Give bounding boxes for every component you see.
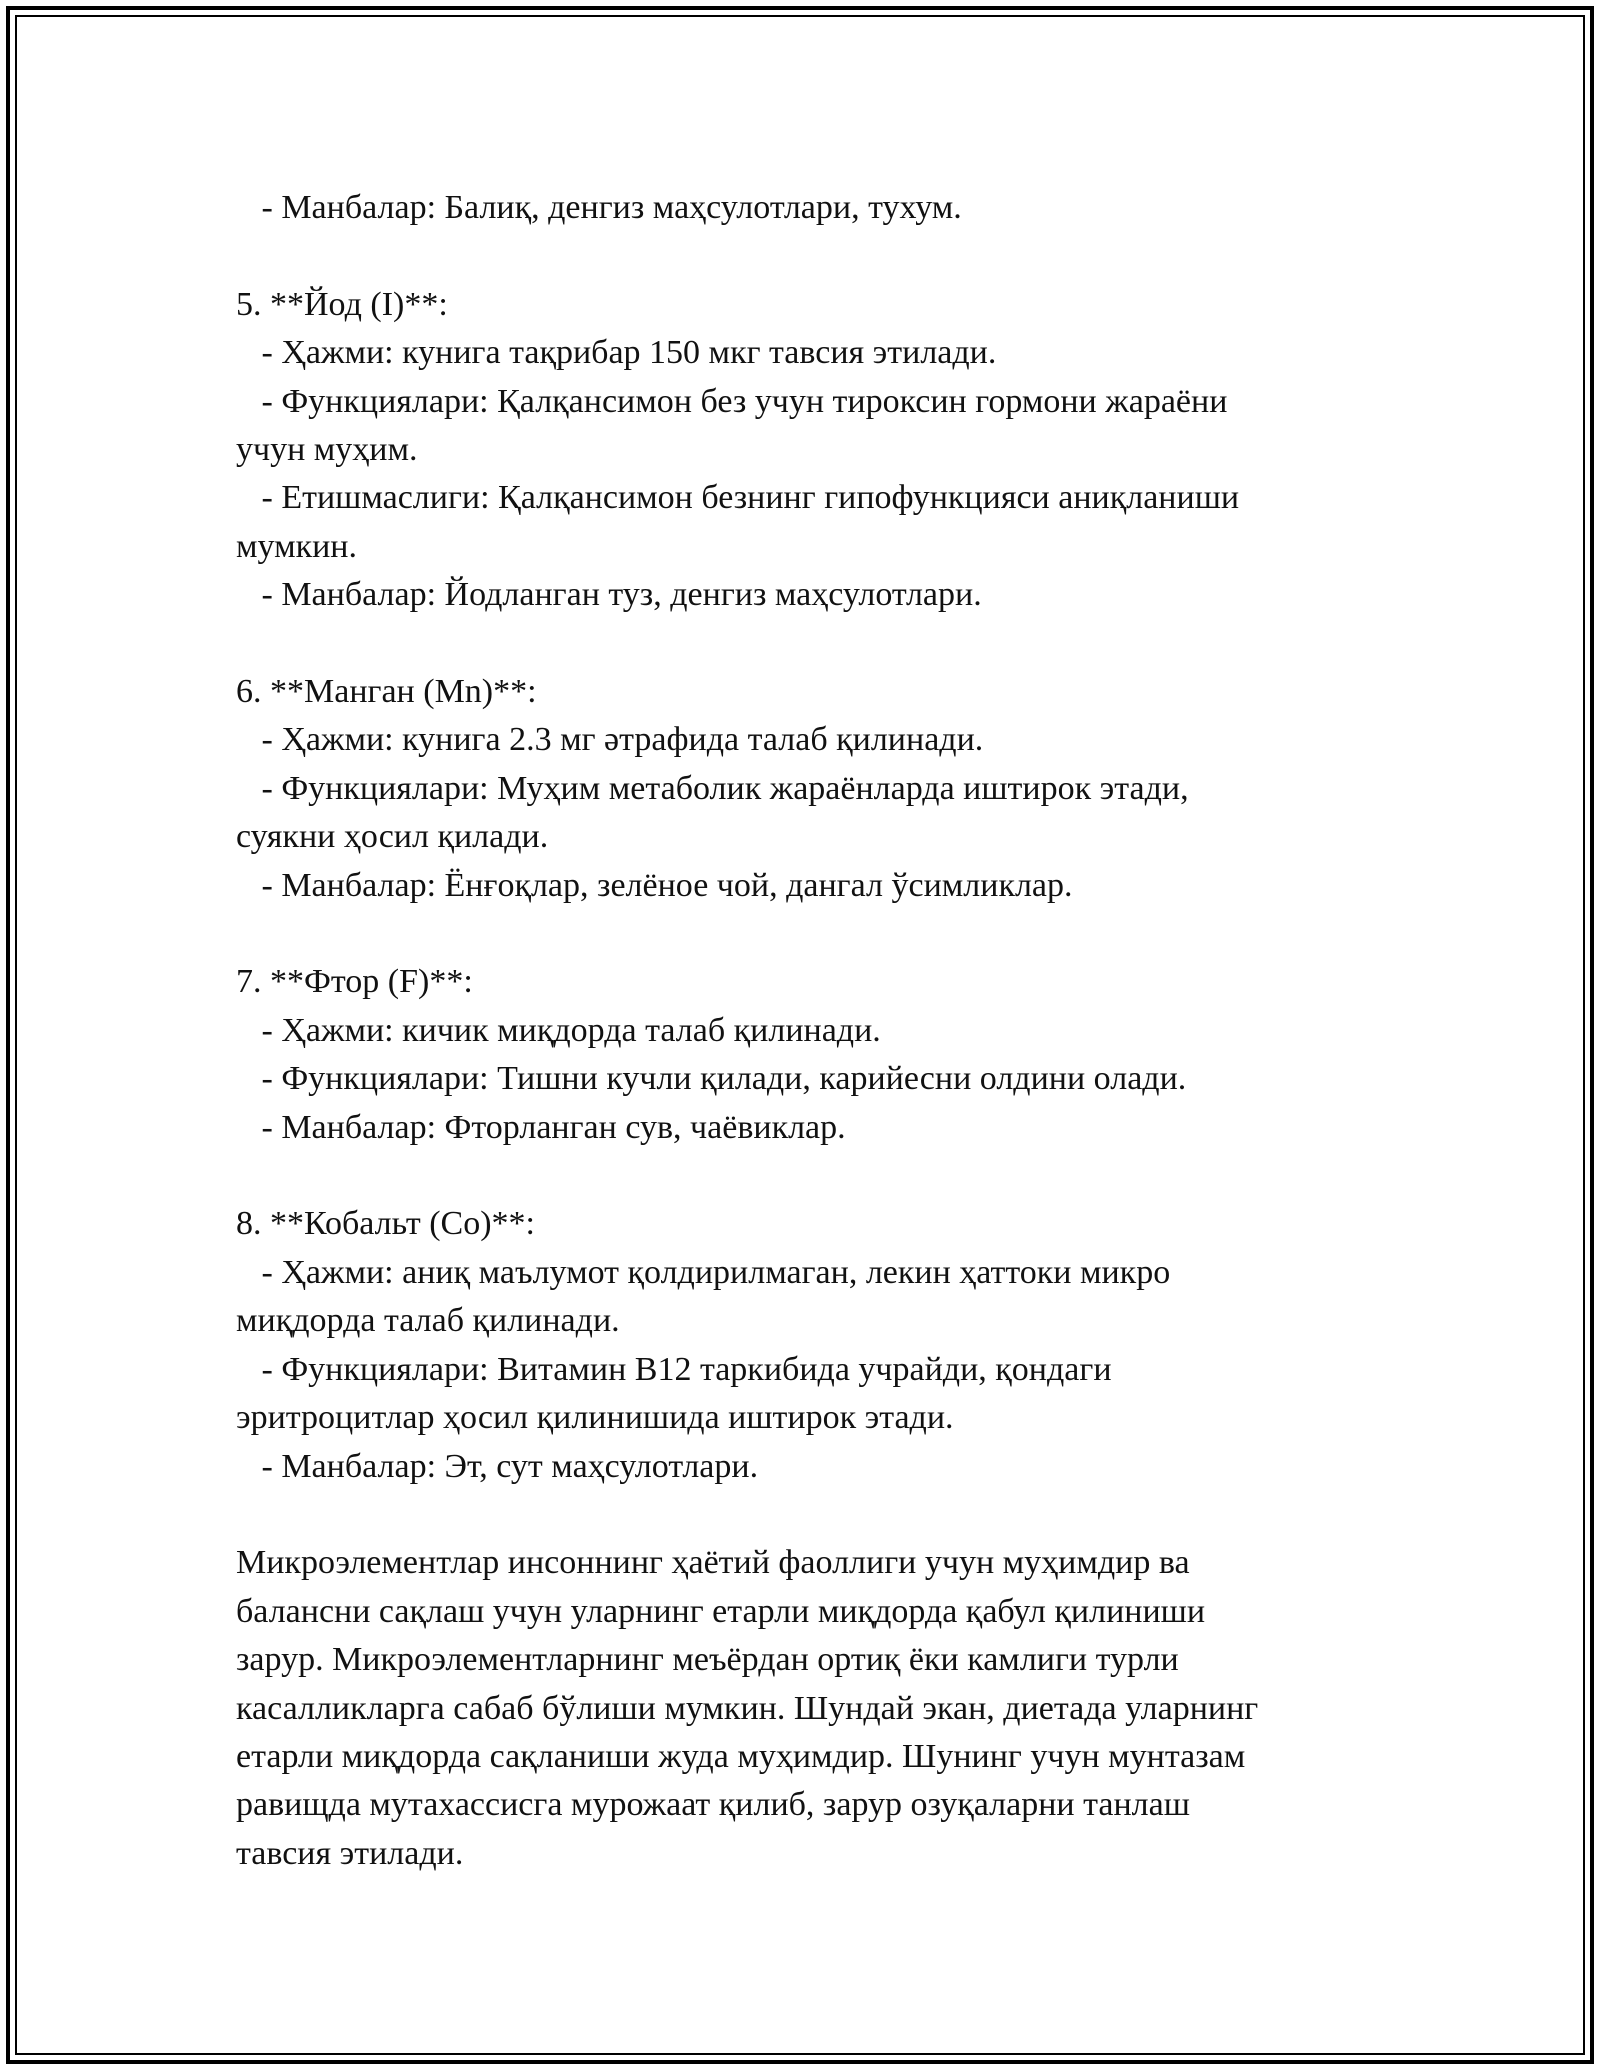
- section-cobalt: [236, 1200, 1356, 1490]
- document-body: [236, 184, 1356, 1878]
- conclusion-paragraph: [236, 1539, 1356, 1878]
- paragraph-gap: [236, 910, 1356, 958]
- text-line: - Функциялари: Муҳим метаболик жараёнларда иштирок этади,: [236, 769, 1189, 807]
- text-line: - Етишмаслиги: Қалқансимон безнинг гипофункцияси аниқланиши: [236, 479, 1240, 517]
- section-manganese: [236, 668, 1356, 910]
- paragraph-gap: [236, 232, 1356, 280]
- text-line: миқдорда талаб қилинади.: [236, 1302, 620, 1340]
- text-line: - Манбалар: Фторланган сув, чаёвиклар.: [236, 1108, 846, 1146]
- text-line: Микроэлементлар инсоннинг ҳаётий фаоллиги учун муҳимдир ва: [236, 1544, 1190, 1582]
- text-line: эритроцитлар ҳосил қилинишида иштирок этади.: [236, 1399, 954, 1437]
- text-line: учун муҳим.: [236, 431, 418, 469]
- text-line: тавсия этилади.: [236, 1834, 464, 1872]
- text-line: мумкин.: [236, 527, 357, 565]
- text-line: - Манбалар: Балиқ, денгиз маҳсулотлари, тухум.: [236, 189, 962, 226]
- section-heading: 5. **Йод (I)**:: [236, 285, 448, 323]
- paragraph-gap: [236, 1152, 1356, 1200]
- text-line: - Ҳажми: кунига тақрибар 150 мкг тавсия этилади.: [236, 334, 997, 372]
- text-line: зарур. Микроэлементларнинг меъёрдан ортиқ ёки камлиги турли: [236, 1641, 1179, 1679]
- text-line: касалликларга сабаб бўлиши мумкин. Шундай экан, диетада уларнинг: [236, 1689, 1259, 1727]
- paragraph-gap: [236, 1491, 1356, 1539]
- section-iodine: [236, 281, 1356, 620]
- text-line: - Ҳажми: аниқ маълумот қолдирилмаган, лекин ҳаттоки микро: [236, 1253, 1171, 1291]
- text-line: - Функциялари: Витамин B12 таркибида учрайди, қондаги: [236, 1350, 1112, 1388]
- text-line: суякни ҳосил қилади.: [236, 818, 549, 856]
- section-heading: 8. **Кобальт (Co)**:: [236, 1205, 535, 1243]
- text-line: - Манбалар: Ёнғоқлар, зелёное чой, дангал ўсимликлар.: [236, 866, 1073, 904]
- text-line: балансни сақлаш учун уларнинг етарли миқдорда қабул қилиниши: [236, 1592, 1206, 1630]
- text-line: - Функциялари: Қалқансимон без учун тироксин гормони жараёни: [236, 382, 1228, 420]
- text-line: - Функциялари: Тишни кучли қилади, карийесни олдини олади.: [236, 1060, 1187, 1098]
- text-line: - Манбалар: Эт, сут маҳсулотлари.: [236, 1447, 759, 1485]
- section-heading: 6. **Манган (Mn)**:: [236, 673, 537, 711]
- text-line: етарли миқдорда сақланиши жуда муҳимдир. Шунинг учун мунтазам: [236, 1737, 1246, 1775]
- section-heading: 7. **Фтор (F)**:: [236, 963, 473, 1001]
- paragraph-gap: [236, 620, 1356, 668]
- text-line: - Ҳажми: кичик миқдорда талаб қилинади.: [236, 1011, 881, 1049]
- text-line: равищда мутахассисга мурожаат қилиб, зарур озуқаларни танлаш: [236, 1786, 1190, 1824]
- text-line: - Ҳажми: кунига 2.3 мг әтрафида талаб қилинади.: [236, 721, 984, 759]
- text-line: - Манбалар: Йодланган туз, денгиз маҳсулотлари.: [236, 576, 982, 614]
- section-fluorine: [236, 958, 1356, 1152]
